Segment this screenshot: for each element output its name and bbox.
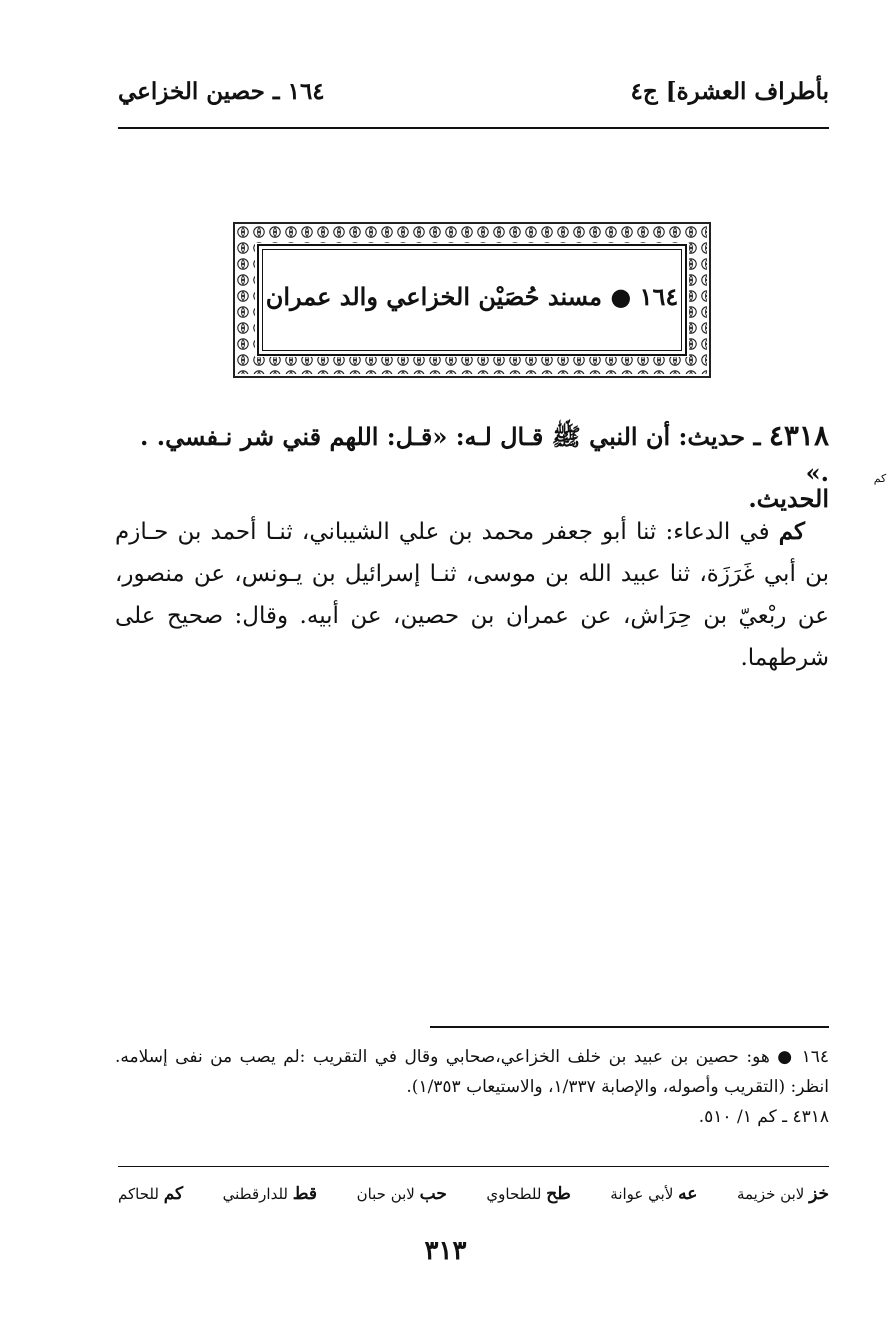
abbreviations-divider [118, 1166, 829, 1167]
header-divider [118, 127, 829, 129]
isnad-text: في الدعاء: ثنا أبو جعفر محمد بن علي الشيباني، ثنـا أحمد بن حـازم بن أبي غَرَزَة، ثنا عبيد الله بن موسى، ثنـا إسرائيل بن يـونس، عن منصور، عن ربْعيّ بن حِرَاش، عن عمران بن حصين، عن أبيه. وقال: صحيح على شرطهما. [115, 519, 829, 671]
abbreviations-key [118, 1184, 829, 1214]
footnote-1: ١٦٤ ● هو: حصين بن عبيد بن خلف الخزاعي،صحابي وقال في التقريب :لم يصب من نفى إسلامه. انظر: (التقريب وأصوله، والإصابة ١/٣٣٧، والاستيعاب ١/٣٥٣). [115, 1047, 829, 1097]
running-header-chapter: ١٦٤ ـ حصين الخزاعي [118, 78, 325, 105]
chapter-title: ١٦٤ ● مسند حُصَيْن الخزاعي والد عمران [265, 282, 679, 311]
hadith-text: ـ حديث: أن النبي ﷺ قـال لـه: «قـل: اللهم قني شر نـفسي. . .» [140, 422, 829, 487]
abbreviation-item: قط للدارقطني [222, 1184, 318, 1204]
hadith-entry-tail: الحديث. [748, 484, 829, 513]
running-header [118, 78, 829, 118]
abbreviation-item: حب لابن حبان [356, 1184, 447, 1204]
isnad-paragraph [115, 511, 829, 679]
running-header-book-title: بأطراف العشرة] ج٤ [630, 78, 829, 105]
abbreviation-item: طح للطحاوي [486, 1184, 571, 1204]
footnote-2: ٤٣١٨ ـ كم ١/ ٥١٠. [698, 1107, 829, 1127]
abbreviation-item: كم للحاكم [118, 1184, 184, 1204]
chapter-title-frame [233, 222, 711, 378]
chapter-title-box [257, 244, 687, 356]
footnotes [115, 1042, 829, 1132]
source-siglum-superscript: كم [873, 472, 887, 485]
source-siglum: كم [778, 518, 805, 545]
abbreviation-item: عه لأبي عوانة [610, 1184, 698, 1204]
abbreviation-item: خز لابن خزيمة [736, 1184, 829, 1204]
page-number: ٣١٣ [424, 1236, 467, 1266]
hadith-number: ٤٣١٨ [768, 419, 829, 452]
footnote-divider [430, 1026, 829, 1028]
hadith-entry-heading [115, 418, 829, 491]
